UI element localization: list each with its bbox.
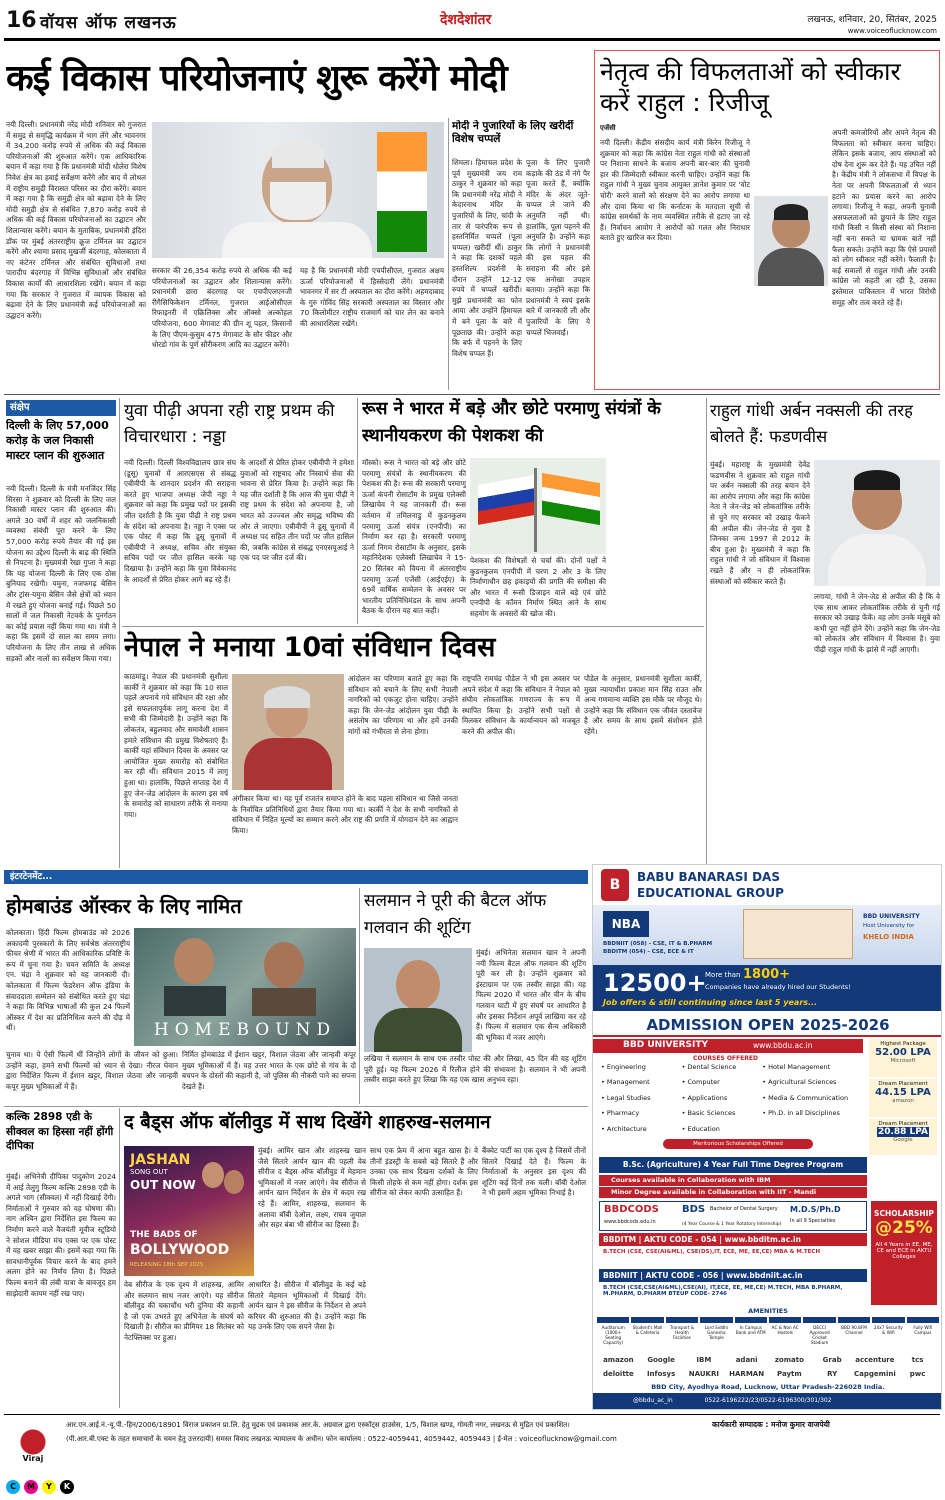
courses-grid: [601, 1063, 863, 1139]
highest-value: 52.00 LPA: [875, 1047, 931, 1058]
salman-photo: [364, 948, 472, 1052]
srk-col-4: साथ एक फ्रेम में आना बहुत खास है। वे तीनों इंडस्ट्री के सबसे बड़े सितारे हैं और उनका एक साथ दिखना दर्शकों के लिए किसी तोहफे से कम नहीं होगा। दर्शक इस सीरीज को लेकर काफी उत्साहित हैं।: [370, 1146, 478, 1198]
modi-col-1: नयी दिल्ली। प्रधानमंत्री नरेंद्र मोदी शनिवार को गुजरात में समुद्र से समृद्धि कार्यक्रम में भाग लेंगे और भावनगर में 34,200 करोड़ रुपये से अधिक की कई विकास परियोजनाओं की शुरुआत करेंगे। एक आधिकारिक बयान में कहा गया है कि प्रधानमंत्री मोदी धोलेरा विशेष निवेश क्षेत्र का हवाई सर्वेक्षण करेंगे और बाद में लोथल में राष्ट्रीय समुद्री विरासत परिसर का दौरा करेंगे। बयान में कहा गया है कि समुद्री क्षेत्र को बढ़ावा देने के लिए मोदी समुद्री क्षेत्र से संबंधित 7,870 करोड़ रुपये से अधिक की कई विकास परियोजनाओं का उद्घाटन और शिलान्यास करेंगे। बयान के मुताबिक, प्रधानमंत्री इंदिरा डॉक पर मुंबई अंतरराष्ट्रीय क्रूज टर्मिनल का उद्घाटन करेंगे और श्यामा प्रसाद मुखर्जी बंदरगाह, कोलकाता में नए कंटेनर टर्मिनल और संबंधित सुविधाओं तथा पारादीप बंदरगाह में विभिन्न सुविधाओं और संबंधित विकास कार्यों की आधारशिला रखेंगे। बयान में कहा गया कि सरकार ने गुजरात में व्यापक विकास को बढ़ावा देने के लिए प्रधानमंत्री कई परियोजनाओं का उद्घाटन करेंगे।: [6, 120, 146, 320]
headline-rijiju: नेतृत्व की विफलताओं को स्वीकार करें राहुल : रिजीजू: [600, 57, 901, 117]
poster-title-2: BOLLYWOOD: [130, 1242, 230, 1258]
bbd-group-name-2: EDUCATIONAL GROUP: [637, 886, 784, 900]
google-logo: Google: [893, 1137, 913, 1143]
amazon-logo: amazon: [892, 1098, 914, 1104]
fadnavis-photo: [814, 460, 940, 586]
recruiter-logo: Paytm: [777, 1370, 802, 1378]
scholarship-label: SCHOLARSHIP: [874, 1209, 934, 1218]
headline-nepal: नेपाल ने मनाया 10वां संविधान दिवस: [124, 632, 496, 663]
microsoft-logo: Microsoft: [890, 1058, 916, 1064]
headline-srk: द बैड्स ऑफ बॉलीवुड में साथ दिखेंगे शाहरुख-सलमान: [124, 1112, 491, 1133]
footer-editor: कार्यकारी सम्पादक : मनोज कुमार वाजपेयी: [712, 1420, 830, 1429]
placement-companies-count: 1800+: [743, 967, 791, 982]
poster-title-1: THE BADS OF: [130, 1230, 198, 1240]
course-item: [762, 1125, 863, 1139]
bbdcods-web[interactable]: www.bbdcods.edu.in: [604, 1219, 656, 1225]
headline-homebound: होमबाउंड ऑस्कर के लिए नामित: [6, 894, 242, 918]
amenities-label: AMENITIES: [748, 1307, 788, 1315]
bbd-advertisement[interactable]: [592, 864, 942, 1410]
minor-line: Minor Degree available in Collaboration with IIT - Mandi: [599, 1187, 867, 1198]
amenity-item: Fully Wifi Campus: [907, 1317, 939, 1351]
slippers-col-2: पूजा के लिए पुजारी कड़ाके की ठंड में नंगे पैर पूजा करते हैं, क्योंकि मंदिर के अंदर जूते-चप्पल ले जाने की अनुमति नहीं थी। हालांकि, पूला पहनने की अनुमति है। उन्होंने कहा कि लोगों ने प्रधानमंत्री की इस पहल की सराहना की और इसे एक अनोखा उपहार बताया। उन्होंने कहा कि प्रधानमंत्री ने स्वयं इसके बारे में जानकारी ली और पुजारियों के लिए ये चप्पलें भिजवाईं।: [526, 158, 590, 337]
fadnavis-col-1: मुंबई। महाराष्ट्र के मुख्यमंत्री देवेंद्र फडणवीस ने शुक्रवार को राहुल गांधी पर अर्बन नक्सली की तरह बयान देने का आरोप लगाया और कहा कि कांग्रेस नेता ने जेन-जेड को लोकतांत्रिक तरीके से चुने गए सरकार को उखाड़ फेंकने की अपील की। जेन-जेड से युवा है जिनका जन्म 1997 से 2012 के बीच हुआ है। मुख्यमंत्री ने कहा कि राहुल गांधी ने जो संविधान में विश्वास रखते हैं और न ही लोकतांत्रिक संस्थाओं को स्वीकार करते हैं।: [710, 460, 810, 586]
amenity-item: AC & Non AC Hostels: [769, 1317, 801, 1351]
course-item: • Applications: [681, 1093, 728, 1102]
flags-photo: [470, 458, 606, 554]
dream2-label: Dream Placement: [878, 1121, 928, 1127]
homebound-body-3: निर्मित होमबाउंड में ईशान खट्टर, विशाल जेठवा और जान्हवी कपूर मुख्य भूमिकाओं में हैं। यह उत्तर भारत के एक छोटे से गांव के दो बचपन के दोस्तों की कहानी है, जो पुलिस की नौकरी पाने का सपना देखते हैं।: [182, 1050, 356, 1091]
course-item: • Education: [681, 1124, 720, 1133]
recruiter-logo: zomato: [774, 1356, 804, 1364]
bds-sub: Bachelor of Dental Surgery: [710, 1206, 778, 1212]
homebound-body: कोलकाता। हिंदी फिल्म होमबाउंड को 2026 अकादमी पुरस्कारों के लिए सर्वश्रेष्ठ अंतरराष्ट्रीय फीचर श्रेणी में भारत की आधिकारिक प्रविष्टि के रूप में चुना गया है। चयन समिति के अध्यक्ष एन. चंद्रा ने शुक्रवार को यह जानकारी दी। कोलकाता में फिल्म फेडरेशन ऑफ इंडिया के संवाददाता सम्मेलन को संबोधित करते हुए चंद्रा ने कहा कि विभिन्न भाषाओं की कुल 24 फिल्में ऑस्कर में देश का प्रतिनिधित्व करने की दौड़ में थीं।: [6, 928, 130, 1033]
footer-legal: (पी.आर.बी.एक्ट के तहत समाचारों के चयन हेतु उत्तरदायी) समस्त विवाद लखनऊ न्यायालय के अधीन। फोन कार्यालय : 0522-4059441, 4059442, 4059443 | ई-मेल : voiceoflucknow@gmail.com: [66, 1435, 617, 1443]
headline-deepika: कल्कि 2898 एडी के सीक्वल का हिस्सा नहीं होंगी दीपिका: [6, 1111, 114, 1152]
srk-col-3: आधारित है। सीरीज में बॉलीवुड के कई बड़े सितारे मेहमान भूमिकाओं में दिखाई देंगे। आर्यन खान ने इस सीरीज के निर्देशन से अपने करियर की शुरुआत की है। उन्होंने कहा कि यह उनके लिए एक सपने जैसा है।: [248, 1280, 366, 1332]
recruiters-grid: [597, 1353, 939, 1381]
headline-russia: रूस ने भारत में बड़े और छोटे परमाणु संयंत्रों के स्थानीयकरण की पेशकश की: [362, 399, 661, 446]
newspaper-title: वॉयस ऑफ लखनऊ: [40, 13, 177, 33]
nepal-col-2: अंगीकार किया था। यह पूर्व राजतंत्र समाप्त होने के बाद पहला संविधान था जिसे जनता के निर्वाचित प्रतिनिधियों द्वारा तैयार किया गया था। कार्की ने देश के सभी नागरिकों से संविधान में निहित मूल्यों का सम्मान करने और राष्ट्र की प्रगति में योगदान देने का आह्वान किया।: [232, 794, 458, 835]
recruiter-logo: pwc: [909, 1370, 926, 1378]
homebound-body-2: चुनाव था। ये ऐसी फिल्में थीं जिन्होंने लोगों के जीवन को छुआ। उन्होंने कहा, हमने सभी फिल्मों को ध्यान से देखा। नीरज घेवान द्वारा निर्देशित फिल्म में ईशान खट्टर, विशाल जेठवा और जान्हवी कपूर मुख्य भूमिकाओं में हैं।: [6, 1050, 178, 1091]
website[interactable]: www.voiceoflucknow.com: [847, 27, 937, 35]
university-host-text: Host University for: [863, 923, 915, 929]
dream1-label: Dream Placement: [878, 1081, 928, 1087]
salman-body-2: लखिया ने सलमान के साथ एक तस्वीर पोस्ट की और लिखा, 45 दिन की यह शूटिंग पूरी हुई। यह फिल्म 2026 में रिलीज होने की संभावना है। सलमान ने भी अपनी तस्वीर साझा करते हुए लिखा कि यह एक खास अनुभव रहा।: [364, 1054, 586, 1085]
accreditation-2: BBDITM (054) - CSE, ECE & IT: [603, 949, 694, 955]
russia-col-1: मॉस्को। रूस ने भारत को बड़े और छोटे परमाणु संयंत्रों के स्थानीयकरण की पेशकश की है। रूस की सरकारी परमाणु ऊर्जा कंपनी रोसाटॉम के प्रमुख एलेक्सी लिखाचेव ने यह जानकारी दी। रूस वर्तमान में तमिलनाडु में कुडनकुलम परमाणु ऊर्जा संयंत्र (एनपीपी) का निर्माण कर रहा है। सरकारी परमाणु ऊर्जा निगम रोसाटॉम के अनुसार, इसके महानिदेशक एलेक्सी लिखाचेव ने 15-20 सितंबर को वियना में अंतरराष्ट्रीय परमाणु ऊर्जा एजेंसी (आईएईए) के 69वें वार्षिक सम्मेलन के अवसर पर भारतीय प्रतिनिधिमंडल के साथ अपनी बैठक के दौरान यह बात कही।: [362, 458, 466, 616]
recruiter-logo: accenture: [855, 1356, 895, 1364]
scholarship-sub: All 4 Years in EE, ME, CE and ECE in AKTU Colleges: [875, 1242, 933, 1260]
mds-sub: In all 9 Specialties: [790, 1218, 836, 1224]
placement-number: 12500+: [603, 969, 707, 997]
headline-modi: कई विकास परियोजनाएं शुरू करेंगे मोदी: [6, 58, 507, 99]
footer-imprint: आर.एन.आई.नं.-यू.पी.-हिन/2006/18901 विराज प्रकाशन प्रा.लि. हेतु मुद्रक एवं प्रकाशक आर.के. अग्रवाल द्वारा एस्कॉट्स हाउसेस, 1/5, विशाल खण्ड, गोमती नगर, लखनऊ से मुद्रित एवं प्रकाशित।: [66, 1421, 570, 1429]
modi-col-2: सरकार की 26,354 करोड़ रुपये से अधिक की कई परियोजनाओं का उद्घाटन और शिलान्यास करेंगे। प्रधानमंत्री छारा बंदरगाह पर एचपीएलएनजी रीगैसिफिकेशन टर्मिनल, गुजरात आईओसीएल रिफाइनरी में एक्रिलिक्स और ऑक्सो अल्कोहल परियोजना, 600 मेगावाट की ग्रीन शू पहल, किसानों के लिए पीएम-कुसुम 475 मेगावाट के सौर फीडर और धोरडो गांव के पूर्ण सौरीकरण आदि का उद्घाटन करेंगे।: [152, 266, 292, 350]
amenity-item: Lord Siddhi Ganesha Temple: [700, 1317, 732, 1351]
cmyk-dot: M: [24, 1480, 38, 1494]
nepal-col-3: आंदोलन का परिणाम बताते हुए कहा कि संविधान को बचाने के लिए सभी नेपाली नागरिकों को एकजुट होना चाहिए। उन्होंने कहा कि जेन-जेड आंदोलन युवा पीढ़ी के असंतोष का परिणाम था और हमें उनकी मांगों को गंभीरता से लेना होगा।: [348, 674, 458, 736]
rijiju-photo: [754, 196, 828, 286]
ad-phone[interactable]: 0522-6196222/23/0522-6196300/301/302: [704, 1397, 832, 1404]
amenity-item: BBD 90.8FM Channel: [838, 1317, 870, 1351]
bds-note: (4 Year Course & 1 Year Rotatory Internship): [682, 1222, 782, 1227]
nba-badge: NBA: [603, 911, 649, 937]
scholarship-value: @25%: [875, 1218, 933, 1238]
accreditation-1: BBDNIIT (058) - CSE, IT & B.PHARM: [603, 941, 713, 947]
cmyk-registration-strip: [6, 1480, 116, 1494]
headline-salman: सलमान ने पूरी की बैटल ऑफ गलवान की शूटिंग: [364, 891, 547, 938]
bbdniit-courses: B.TECH (CSE,CSE(AI&ML),CSE(AI), IT,ECE, EE, ME,CE) M.TECH, MBA B.PHARM, M.PHARM, D.PHARM BTEUP CODE- 2746: [603, 1285, 843, 1297]
amenity-item: Auditorium (1000+ Seating Capacity): [597, 1317, 629, 1351]
headline-nadda: युवा पीढ़ी अपना रही राष्ट्र प्रथम की विचारधारा : नड्डा: [124, 401, 335, 447]
course-item: • Pharmacy: [601, 1109, 640, 1118]
ad-address: BBD City, Ayodhya Road, Lucknow, Uttar Pradesh-226028 India.: [651, 1383, 885, 1391]
course-item: • Hotel Management: [762, 1063, 831, 1071]
course-item: • Architecture: [601, 1124, 647, 1133]
amenity-item: Student's Mall & Cafeteria: [631, 1317, 663, 1351]
recruiter-logo: Grab: [822, 1356, 842, 1364]
homebound-photo: [134, 928, 356, 1046]
course-item: • Computer: [681, 1078, 720, 1087]
bbditm-courses: B.TECH (CSE, CSE(AI&ML), CSE(DS),IT, ECE, ME, EE,CE) MBA & M.TECH: [603, 1249, 821, 1255]
course-item: • Media & Communication: [762, 1093, 849, 1102]
cmyk-dot: Y: [42, 1480, 56, 1494]
university-name: BBD UNIVERSITY: [623, 1040, 709, 1050]
srk-col-2: वेब सीरीज के एक दृश्य में शाहरुख, आमिर और सलमान साथ नजर आएंगे। यह सीरीज बॉलीवुड की चकाचौंध भरी दुनिया की कहानी है जो एक उभरते हुए अभिनेता के संघर्ष को दिखाती है। सीरीज का प्रीमियर 18 सितंबर को नेटफ्लिक्स पर हुआ।: [124, 1280, 244, 1342]
recruiter-logo: RY: [827, 1370, 838, 1378]
recruiter-logo: deloitte: [602, 1370, 634, 1378]
recruiter-logo: tcs: [911, 1356, 924, 1364]
amenity-item: 24x7 Security & Wifi: [872, 1317, 904, 1351]
fadnavis-col-2: लगाया, गांधी ने जेन-जेड से अपील की है कि वे एक साथ आकर लोकतांत्रिक तरीके से चुनी गई सरकार को उखाड़ फेंकें। वह लोग उनके मंसूबे को कभी पूरा नहीं होने देंगे। उन्होंने कहा कि जेन-जेड को लोकतंत्र और संविधान में विश्वास है। युवा पीढ़ी राहुल गांधी के झांसे में नहीं आएगी।: [814, 592, 940, 654]
bbdcods-label: BBDCODS: [604, 1204, 659, 1215]
recruiter-logo: NAUKRI: [688, 1370, 719, 1378]
modi-col-3: यह है कि प्रधानमंत्री मोदी एचपीसीएल, गुजरात अक्षय ऊर्जा परियोजनाओं में हिस्सेदारी लेंगे। प्रधानमंत्री भावनगर में सर टी अस्पताल का दौरा करेंगे। अहमदाबाद के गुरु गोविंद सिंह सरकारी अस्पताल का विस्तार और 70 किलोमीटर राष्ट्रीय राजमार्ग को चार लेन का बनाने की आधारशिला रखेंगे।: [300, 266, 444, 328]
courses-label: COURSES OFFERED: [693, 1055, 758, 1062]
nepal-col-5: पौडेल के अनुसार, प्रधानमंत्री सुशीला कार्की, मुख्य न्यायाधीश प्रकाश मान सिंह राउत और अन्य गणमान्य व्यक्ति इस मौके पर मौजूद थे। उन्होंने कहा कि संविधान एक जीवंत दस्तावेज है और समय के साथ इसमें संशोधन होते रहेंगे।: [584, 674, 702, 736]
srk-col-1: मुंबई। आमिर खान और शाहरुख खान जैसे सितारे आर्यन खान की पहली वेब सीरीज द बैड्स ऑफ बॉलीवुड में मेहमान भूमिकाओं में नजर आएंगे। वेब सीरीज से आर्यन खान निर्देशन के क्षेत्र में कदम रख रहे हैं। आमिर, शाहरुख, सलमान के अलावा बॉबी देओल, लक्ष्य, राघव जुयाल और सहर बंबा भी सीरीज का हिस्सा हैं।: [258, 1146, 366, 1230]
ad-social[interactable]: @bbdu_ac_in: [633, 1397, 673, 1404]
srk-poster: [124, 1146, 254, 1276]
headline-slippers: मोदी ने पुजारियों के लिए खरीदीं विशेष चप्पलें: [452, 120, 574, 145]
srk-col-5: बैंक्वेट पार्टी का एक दृश्य है जिसमें तीनों सितारे दिखाई देते हैं। फिल्म के निर्माताओं के अनुसार इस दृश्य की शूटिंग कई दिनों तक चली। बॉबी देओल ने भी इसमें अहम भूमिका निभाई है।: [482, 1146, 586, 1198]
headline-delhi: दिल्ली के लिए 57,000 करोड़ के जल निकासी मास्टर प्लान की शुरुआत: [6, 419, 109, 462]
mds-label: M.D.S/Ph.D: [790, 1205, 841, 1214]
course-item: • Ph.D. in all Disciplines: [762, 1109, 840, 1118]
khelo-india-text: KHELO INDIA: [863, 933, 914, 941]
bds-label: BDS: [682, 1204, 706, 1215]
modi-photo: [152, 122, 444, 258]
bbditm-line[interactable]: BBDITM | AKTU CODE - 054 | www.bbditm.ac.in: [599, 1233, 867, 1246]
admission-banner[interactable]: ADMISSION OPEN 2025-2026: [593, 1013, 942, 1037]
deepika-body: मुंबई। अभिनेत्री दीपिका पादुकोण 2024 में आई तेलुगु फिल्म कल्कि 2898 एडी के अगले भाग (सीक्वल) में नहीं दिखाई देंगी। निर्माताओं ने गुरुवार को यह घोषणा की। नाग अश्विन द्वारा निर्देशित इस फिल्म का निर्माण करने वाले वैजयंती मूवीज स्टूडियो ने सोशल मीडिया मंच एक्स पर एक पोस्ट में यह खबर साझा की। इसमें कहा गया कि सावधानीपूर्वक विचार करने के बाद हमने अलग होने का निर्णय लिया है। पिछले फिल्म बनाने की लंबी यात्रा के बावजूद हम साझेदारी कायम नहीं रख पाए।: [6, 1172, 116, 1298]
section-title: देशदेशांतर: [440, 12, 492, 28]
slippers-col-1: शिमला। हिमाचल प्रदेश के पूर्व मुख्यमंत्री जय राम ठाकुर ने शुक्रवार को कहा कि प्रधानमंत्री नरेंद्र मोदी ने केदारनाथ मंदिर के पुजारियों के लिए, चांदी के तार से पारंपरिक रूप से हस्तनिर्मित चप्पलें (पूला चप्पल) खरीदीं थीं। ठाकुर ने कहा कि दशकों पहले हस्तशिल्प प्रदर्शनी के दौरान उन्होंने 12-12 रुपये में चप्पलें खरीदीं। मुझे प्रधानमंत्री का फोन आया और उन्होंने हिमाचल में बने पूला के बारे में पूछताछ की। उन्होंने कहा कि बर्फ में पहनने के लिए विशेष चप्पल हैं।: [452, 158, 522, 358]
scholarship-note: Meritorious Scholarships Offered: [663, 1139, 813, 1149]
recruiter-logo: HARMAN: [729, 1370, 765, 1378]
cmyk-dot: C: [6, 1480, 20, 1494]
amenity-item: Transport & Health Facilities: [666, 1317, 698, 1351]
ibm-line: Courses available in Collaboration with IBM: [599, 1175, 867, 1186]
masthead-rule: [4, 38, 940, 41]
nepal-col-1: काठमांडू। नेपाल की प्रधानमंत्री सुशीला कार्की ने शुक्रवार को कहा कि 10 साल पहले अपनाये गये संविधान की रक्षा और इसे सफलतापूर्वक लागू करना देश में सभी की जिम्मेदारी है। उन्होंने कहा कि लोकतंत्र, बहुलवाद और समावेशी शासन हमारे संविधान की प्रमुख विशेषताएं हैं। कार्की यहां संविधान दिवस के अवसर पर आयोजित मुख्य समारोह को संबोधित कर रही थीं। संविधान 2015 में लागू हुआ था। हालांकि, पिछले सप्ताह देश में हुए जेन-जेड आंदोलन के कारण इस वर्ष के समारोह को साधारण तरीके से मनाया गया।: [124, 672, 228, 819]
dream1-value: 44.15 LPA: [875, 1087, 931, 1098]
issue-date: लखनऊ, शनिवार, 20, सितंबर, 2025: [807, 15, 937, 25]
dream2-value: 20.88 LPA: [877, 1127, 929, 1137]
rijiju-agency: एजेंसी: [600, 124, 616, 132]
recruiter-logo: Infosys: [646, 1370, 676, 1378]
rijiju-col-1: नयी दिल्ली। केंद्रीय संसदीय कार्य मंत्री किरेन रिजीजू ने शुक्रवार को कहा कि कांग्रेस नेता राहुल गांधी को संस्थाओं पर निशाना साधने के बजाय अपनी बार-बार की चुनावी हार की जिम्मेदारी स्वीकार करनी चाहिए। उन्होंने कहा कि राहुल गांधी ने मुख्य चुनाव आयुक्त ज्ञानेश कुमार पर 'वोट चोरी' करने वालों को संरक्षण देने का आरोप लगाया था और दावा किया था कि कर्नाटक के मतदाता सूची से कांग्रेस समर्थकों के नाम व्यवस्थित तरीके से हटाए जा रहे हैं। निर्वाचन आयोग ने आरोपों को गलत और निराधार बताते हुए खारिज कर दिया।: [600, 138, 750, 243]
placement-more-than: More than: [705, 971, 741, 979]
headline-fadnavis: राहुल गांधी अर्बन नक्सली की तरह बोलते हैं: फडणवीस: [710, 401, 913, 446]
course-item: • Agricultural Sciences: [762, 1078, 837, 1087]
course-item: • Management: [601, 1078, 650, 1087]
amenities-row: [597, 1317, 939, 1351]
recruiter-logo: Capgemini: [854, 1370, 896, 1378]
bbd-group-name-1: BABU BANARASI DAS: [637, 870, 780, 884]
page-number: 16: [6, 8, 37, 33]
amenity-item: In Campus Bank and ATM: [735, 1317, 767, 1351]
course-item: • Basic Sciences: [681, 1109, 736, 1118]
rijiju-col-2: अपनी कमजोरियों और अपने नेतृत्व की विफलता को स्वीकार करना चाहिए। लेकिन इसके बजाय, आप संस्थाओं को दोष देना शुरू कर देते हैं। यह उचित नहीं है। केंद्रीय मंत्री ने लोकसभा में विपक्ष के नेता पर अपनी विफलताओं से ध्यान हटाने का प्रयास करने का आरोप लगाया। रिजीजू ने कहा, अपनी चुनावी असफलताओं को छुपाने के लिए राहुल गांधी किसी न किसी संस्था को निशाना नहीं बना सकते या भ्रामक बातें नहीं फैला सकते। उन्होंने कहा कि ऐसे प्रयासों को लोग स्वीकार नहीं करेंगे। फैलाती है। कई सवालों से राहुल गांधी और उनकी कांग्रेस जो कहती आ रही है, उसका इस्तेमाल पाकिस्तान में भारत विरोधी समूह और तत्व करते रहे हैं।: [832, 128, 936, 307]
recruiter-logo: amazon: [603, 1356, 634, 1364]
recruiter-logo: adani: [735, 1356, 758, 1364]
viraj-logo: Viraj: [8, 1428, 58, 1468]
poster-jashan: JASHAN: [130, 1152, 191, 1168]
salman-body: मुंबई। अभिनेता सलमान खान ने अपनी नयी फिल्म बैटल ऑफ गलवान की शूटिंग पूरी कर ली है। उन्होंने शुक्रवार को इंस्टाग्राम पर एक तस्वीर साझा की। यह फिल्म 2020 में भारत और चीन के बीच गलवान घाटी में हुए संघर्ष पर आधारित है और इसका निर्देशन अपूर्व लाखिया कर रहे हैं। फिल्म में सलमान एक सैन्य अधिकारी की भूमिका में नजर आएंगे।: [476, 948, 586, 1042]
recruiter-logo: Google: [647, 1356, 675, 1364]
delhi-body: नयी दिल्ली। दिल्ली के मंत्री मनजिंदर सिंह सिरसा ने शुक्रवार को दिल्ली के लिए जल निकासी मास्टर प्लान की शुरुआत की। अगले 30 वर्षों में शहर को जलनिकासी व्यवस्था संबंधी पूरा करने के लिए 57,000 करोड़ रुपये तैयार की गई इस योजना का उद्देश्य दिल्ली के बाढ़ की स्थिति से निपटना है। मुख्यमंत्री रेखा गुप्ता ने कहा कि यह योजना दिल्ली के लिए एक ठोस बुनियाद रखेगी। यमुना, नजफगढ़ बेसिन और ट्रांस-यमुना बेसिन जैसे क्षेत्रों को ध्यान में रखते हुए योजना बनाई गई। पिछले 50 सालों में जल निकासी नेटवर्क के पुनर्गठन का कोई प्रयास नहीं किया गया था। मंत्री ने कहा कि इसमें दो साल का समय लगा। परियोजना के लिए तीन लाख से अधिक सड़कों और नालों का सर्वेक्षण किया गया।: [6, 484, 116, 663]
brief-kicker: संक्षेप: [6, 400, 116, 416]
entertainment-strip: इंटरटेनमेंट...: [4, 870, 588, 884]
placement-tagline: Job offers & still continuing since last 5 years...: [603, 998, 818, 1007]
poster-song: SONG OUT: [130, 1168, 168, 1176]
university-website[interactable]: www.bbdu.ac.in: [753, 1041, 813, 1050]
university-badge: BBD UNIVERSITY: [863, 913, 920, 920]
russia-col-2: पेशकश की विशेषज्ञों से चर्चा की। दोनों पक्षों ने कुडनकुलम एनपीपी में चरण 2 और 3 के लिए निर्माणाधीन छह इकाइयों की प्रगति की समीक्षा की और भारत में रूसी डिजाइन वाले बड़े एवं छोटे एनपीपी के कॉमन निर्माण स्थित आने के साथ सहयोग के अवसरों की खोज की।: [470, 556, 606, 618]
nepal-col-4: राष्ट्रपति रामचंद्र पौडेल ने भी इस अवसर पर अपने संदेश में कहा कि संविधान ने नेपाल को संघीय लोकतांत्रिक गणराज्य के रूप में स्थापित किया है। उन्होंने सभी पक्षों से मिलकर संविधान के कार्यान्वयन को मजबूत करने की अपील की।: [462, 674, 580, 736]
highest-label: Highest Package: [880, 1041, 926, 1047]
bbdniit-line[interactable]: BBDNIIT | AKTU CODE - 056 | www.bbdniit.ac.in: [599, 1269, 867, 1282]
karki-photo: [232, 674, 344, 790]
course-item: • Engineering: [601, 1063, 646, 1071]
placement-companies-text: Companies have already hired our Students!: [705, 983, 851, 991]
course-item: • Dental Science: [681, 1063, 737, 1071]
homebound-title-text: HOMEBOUND: [153, 1020, 337, 1040]
poster-date: RELEASING 18th SEP 2025: [130, 1262, 204, 1268]
nadda-col-2: के आदर्शों से प्रेरित होकर एबीवीपी ने हमेशा युवाओं को राष्ट्रवाद और निस्वार्थ सेवा की भावना से प्रेरित किया है। उन्होंने कहा कि यह जीत दर्शाती है कि आज की युवा पीढ़ी ने राष्ट्र प्रथम के संदेश को अपनाया है, जो भारत को उज्ज्वल और समृद्ध भविष्य की ओर ले जाएगा। एबीवीपी ने डूसू चुनावों में अध्यक्ष पद सहित तीन पदों पर जीत हासिल की, जबकि कांग्रेस से संबद्ध एनएसयूआई ने एक पद पर जीत दर्ज की।: [240, 458, 354, 563]
amenity-item: DECCI Approved Cricket Stadium: [803, 1317, 835, 1351]
nadda-col-1: नयी दिल्ली। दिल्ली विश्वविद्यालय छात्र संघ (डूसू) चुनावों में आरएसएस से संबद्ध एबीवीपी के शानदार प्रदर्शन की सराहना करते हुए भाजपा अध्यक्ष जेपी नड्डा ने शुक्रवार को कहा कि प्रमुख पदों पर इसकी जीत दर्शाती है कि युवा पीढ़ी ने राष्ट्र प्रथम के संदेश को अपनाया है। नड्डा ने एक्स पर एक पोस्ट में कहा कि डूसू चुनावों में एबीवीपी ने अध्यक्ष, सचिव और संयुक्त सचिव पदों पर जीत हासिल करके यह दिखाया है। उन्होंने कहा कि युवा विवेकानंद के आदर्शों से प्रेरित होकर आगे बढ़ रहे हैं।: [124, 458, 236, 584]
poster-out-now: OUT NOW: [130, 1178, 196, 1192]
cmyk-dot: K: [60, 1480, 74, 1494]
agri-banner: B.Sc. (Agriculture) 4 Year Full Time Degree Program: [599, 1157, 867, 1173]
course-item: • Legal Studies: [601, 1093, 651, 1102]
bbd-logo-icon: B: [601, 869, 629, 901]
recruiter-logo: IBM: [696, 1356, 712, 1364]
